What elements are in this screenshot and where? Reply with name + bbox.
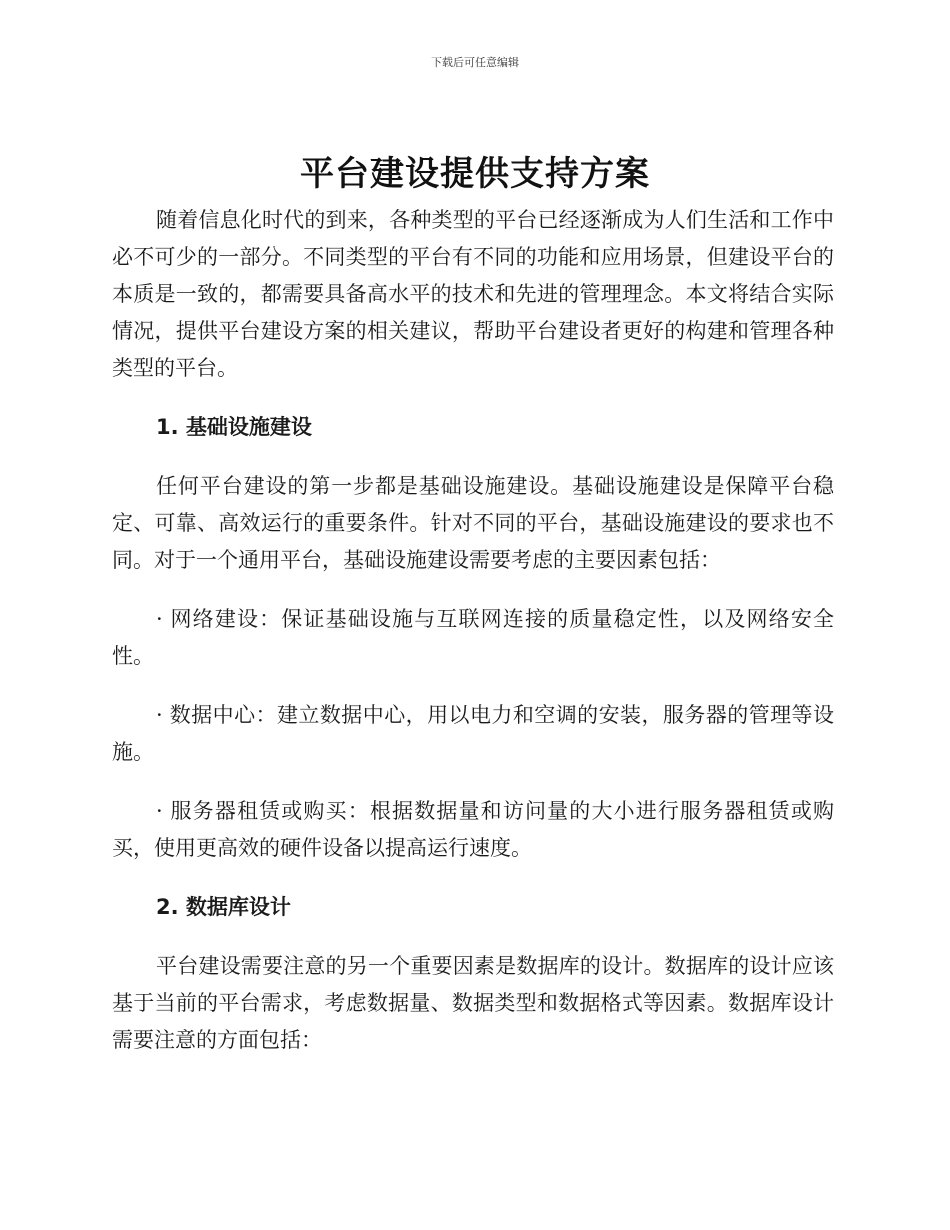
bullet-item: · 服务器租赁或购买：根据数据量和访问量的大小进行服务器租赁或购买，使用更高效的硬件设备以提高运行速度。 <box>112 799 834 860</box>
bullet-item: · 数据中心：建立数据中心，用以电力和空调的安装，服务器的管理等设施。 <box>112 703 834 764</box>
section-2-body: 平台建设需要注意的另一个重要因素是数据库的设计。数据库的设计应该基于当前的平台需求，考虑数据量、数据类型和数据格式等因素。数据库设计需要注意的方面包括： <box>112 954 834 1052</box>
header-note: 下载后可任意编辑 <box>431 56 519 69</box>
section-1-body: 任何平台建设的第一步都是基础设施建设。基础设施建设是保障平台稳定、可靠、高效运行的重要条件。针对不同的平台，基础设施建设的要求也不同。对于一个通用平台，基础设施建设需要考虑的主要因素包括： <box>112 474 834 572</box>
intro-paragraph: 随着信息化时代的到来，各种类型的平台已经逐渐成为人们生活和工作中必不可少的一部分。不同类型的平台有不同的功能和应用场景，但建设平台的本质是一致的，都需要具备高水平的技术和先进的管理理念。本文将结合实际情况，提供平台建设方案的相关建议，帮助平台建设者更好的构建和管理各种类型的平台。 <box>112 208 834 380</box>
section-2-heading: 2. 数据库设计 <box>156 895 291 919</box>
page-title: 平台建设提供支持方案 <box>300 154 650 194</box>
bullet-item: · 网络建设：保证基础设施与互联网连接的质量稳定性，以及网络安全性。 <box>112 607 834 668</box>
document-body <box>112 202 834 1059</box>
section-1-heading: 1. 基础设施建设 <box>156 415 312 439</box>
